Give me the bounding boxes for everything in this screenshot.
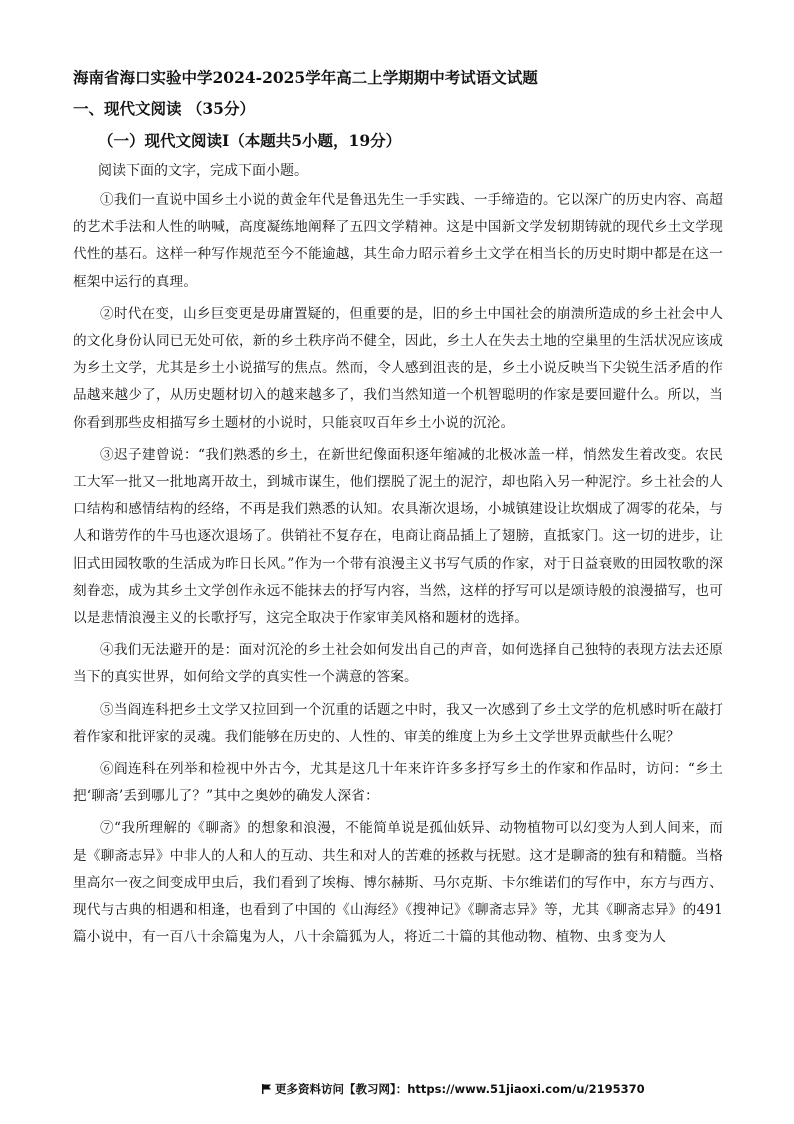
flag-icon bbox=[262, 1084, 271, 1094]
paragraph-1: ①我们一直说中国乡土小说的黄金年代是鲁迅先生一手实践、一手缔造的。它以深广的历史内容、高超的艺术手法和人性的呐喊，高度凝练地阐释了五四文学精神。这是中国新文学发轫期铸就的现代乡土文学现代性的基石。这样一种写作规范至今不能逾越，其生命力昭示着乡土文学在相当长的历史时期中都是在这一框架中运行的真理。 bbox=[73, 192, 723, 290]
reading-instruction: 阅读下面的文字，完成下面小题。 bbox=[98, 163, 308, 179]
section-heading: 一、现代文阅读 （35分） bbox=[73, 99, 255, 118]
paragraph-6: ⑥阎连科在列举和检视中外古今，尤其是这几十年来许许多多抒写乡土的作家和作品时，访问：“乡土把‘聊斋’丢到哪儿了？”其中之奥妙的确发人深省： bbox=[73, 761, 723, 805]
paragraph-3: ③迟子建曾说：“我们熟悉的乡土，在新世纪像面积逐年缩减的北极冰盖一样，悄然发生着改变。农民工大军一批又一批地离开故土，到城市谋生，他们摆脱了泥土的泥泞，却也陷入另一种泥泞。乡土社会的人口结构和感情结构的经络，不再是我们熟悉的认知。农具渐次退场，小城镇建设让坎烟成了凋零的花朵，与人和谐劳作的牛马也逐次退场了。供销社不复存在，电商让商品插上了翅膀，直抵家门。这一切的进步，让旧式田园牧歌的生活成为昨日长风。”作为一个带有浪漫主义书写气质的作家，对于日益衰败的田园牧歌的深刻眷恋，成为其乡土文学创作永远不能抹去的抒写内容，当然，这样的抒写可以是颂诗般的浪漫描写，也可以是悲情浪漫主义的长歌抒写，这完全取决于作家审美风格和题材的选择。 bbox=[73, 446, 723, 627]
paragraph-7: ⑦“我所理解的《聊斋》的想象和浪漫，不能简单说是孤仙妖异、动物植物可以幻变为人到人间来，而是《聊斋志异》中非人的人和人的互动、共生和对人的苦难的拯救与抚慰。这才是聊斋的独有和精髓。当格里高尔一夜之间变成甲虫后，我们看到了埃梅、博尔赫斯、马尔克斯、卡尔维诺们的写作中，东方与西方、现代与古典的相遇和相逢，也看到了中国的《山海经》《搜神记》《聊斋志异》等，尤其《聊斋志异》的491篇小说中，有一百八十余篇鬼为人，八十余篇狐为人，将近二十篇的其他动物、植物、虫豸变为人 bbox=[73, 820, 723, 946]
footer-text: 更多资料访问【教习网】：https://www.51jiaoxi.com/u/2195370 bbox=[275, 1082, 645, 1096]
paragraph-4: ④我们无法避开的是：面对沉沦的乡土社会如何发出自己的声音，如何选择自己独特的表现方法去还原当下的真实世界，如何给文学的真实性一个满意的答案。 bbox=[73, 642, 723, 686]
paragraph-5: ⑤当阎连科把乡土文学又拉回到一个沉重的话题之中时，我又一次感到了乡土文学的危机感时听在敲打着作家和批评家的灵魂。我们能够在历史的、人性的、审美的维度上为乡土文学世界贡献些什么呢？ bbox=[73, 701, 723, 745]
document-title: 海南省海口实验中学2024-2025学年高二上学期期中考试语文试题 bbox=[73, 68, 538, 87]
article-body bbox=[73, 187, 723, 956]
paragraph-2: ②时代在变，山乡巨变更是毋庸置疑的，但重要的是，旧的乡土中国社会的崩溃所造成的乡土社会中人的文化身份认同已无处可依，新的乡土秩序尚不健全，因此，乡土人在失去土地的空巢里的生活状况应该成为乡土文学，尤其是乡土小说描写的焦点。然而，令人感到沮丧的是，乡土小说反映当下尖锐生活矛盾的作品越来越少了，从历史题材切入的越来越多了，我们当然知道一个机智聪明的作家是要回避什么。所以，当你看到那些皮相描写乡土题材的小说时，只能哀叹百年乡土小说的沉沦。 bbox=[73, 305, 723, 431]
sub-heading: （一）现代文阅读Ⅰ（本题共5小题，19分） bbox=[98, 131, 402, 150]
footer-link[interactable] bbox=[262, 1081, 645, 1097]
